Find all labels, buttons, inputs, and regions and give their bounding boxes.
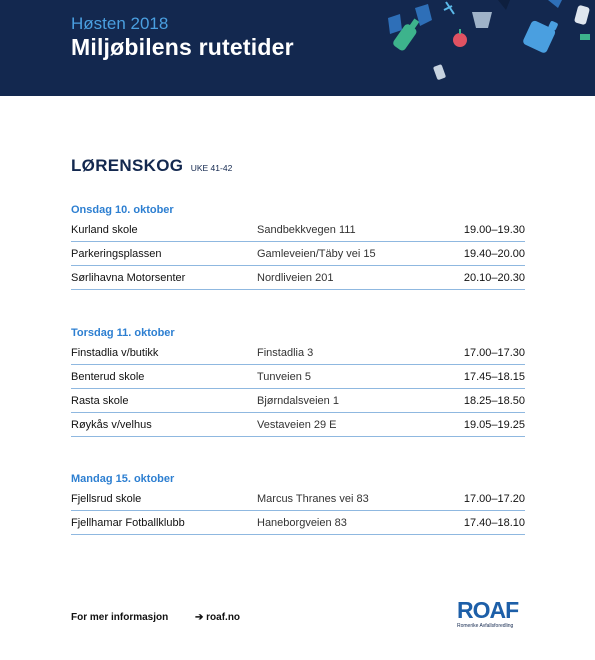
- place-name: Benterud skole: [71, 371, 145, 383]
- place-name: Kurland skole: [71, 224, 138, 236]
- table-row: [71, 389, 525, 413]
- table-row: [71, 413, 525, 437]
- place-name: Fjellhamar Fotballklubb: [71, 517, 185, 529]
- table-row: [71, 511, 525, 535]
- day-label: Mandag 15. oktober: [71, 473, 175, 485]
- table-row: [71, 242, 525, 266]
- day-label: Torsdag 11. oktober: [71, 327, 175, 339]
- time-slot: 19.40–20.00: [463, 248, 525, 260]
- place-name: Sørlihavna Motorsenter: [71, 272, 186, 284]
- recycling-illustration: [380, 0, 595, 96]
- address: Marcus Thranes vei 83: [257, 493, 369, 505]
- address: Haneborgveien 83: [257, 517, 347, 529]
- address: Nordliveien 201: [257, 272, 334, 284]
- day-section: [71, 325, 525, 437]
- table-row: [71, 266, 525, 290]
- website-link[interactable]: ➔ roaf.no: [195, 612, 241, 623]
- place-name: Fjellsrud skole: [71, 493, 142, 505]
- time-slot: 17.45–18.15: [463, 371, 525, 383]
- region-weeks: UKE 41-42: [190, 163, 233, 173]
- time-slot: 17.40–18.10: [463, 517, 525, 529]
- footer-info-text: For mer informasjon: [71, 612, 169, 623]
- region-name: LØRENSKOG: [71, 156, 184, 175]
- time-slot: 19.05–19.25: [463, 419, 525, 431]
- address: Vestaveien 29 E: [257, 419, 337, 431]
- place-name: Røykås v/velhus: [71, 419, 152, 431]
- logo-subtitle: Romerike Avfallsforedling: [457, 623, 514, 629]
- table-row: [71, 218, 525, 242]
- place-name: Rasta skole: [71, 395, 129, 407]
- table-row: [71, 365, 525, 389]
- can-icon: [433, 64, 446, 80]
- address: Gamleveien/Täby vei 15: [257, 248, 376, 260]
- canister-icon: [522, 13, 560, 54]
- place-name: Parkeringsplassen: [71, 248, 162, 260]
- address: Finstadlia 3: [257, 347, 314, 359]
- time-slot: 17.00–17.30: [463, 347, 525, 359]
- apple-icon: [453, 29, 467, 47]
- time-slot: 18.25–18.50: [463, 395, 525, 407]
- time-slot: 19.00–19.30: [463, 224, 525, 236]
- page-title: Miljøbilens rutetider: [71, 34, 294, 60]
- address: Sandbekkvegen 111: [257, 224, 356, 236]
- address: Tunveien 5: [257, 371, 312, 383]
- day-section: [71, 471, 525, 535]
- season-label: Høsten 2018: [71, 14, 169, 33]
- time-slot: 20.10–20.30: [463, 272, 525, 284]
- table-row: [71, 487, 525, 511]
- fishbone-icon: [444, 2, 454, 14]
- table-row: [71, 341, 525, 365]
- place-name: Finstadlia v/butikk: [71, 347, 159, 359]
- region-heading: [71, 156, 232, 176]
- address: Bjørndalsveien 1: [257, 395, 339, 407]
- day-label: Onsdag 10. oktober: [71, 204, 174, 216]
- time-slot: 17.00–17.20: [463, 493, 525, 505]
- cup-icon: [472, 12, 492, 28]
- roaf-logo: [457, 598, 527, 629]
- day-section: [71, 202, 525, 290]
- logo-mark: ROAF: [457, 597, 519, 623]
- header-banner: [0, 0, 595, 96]
